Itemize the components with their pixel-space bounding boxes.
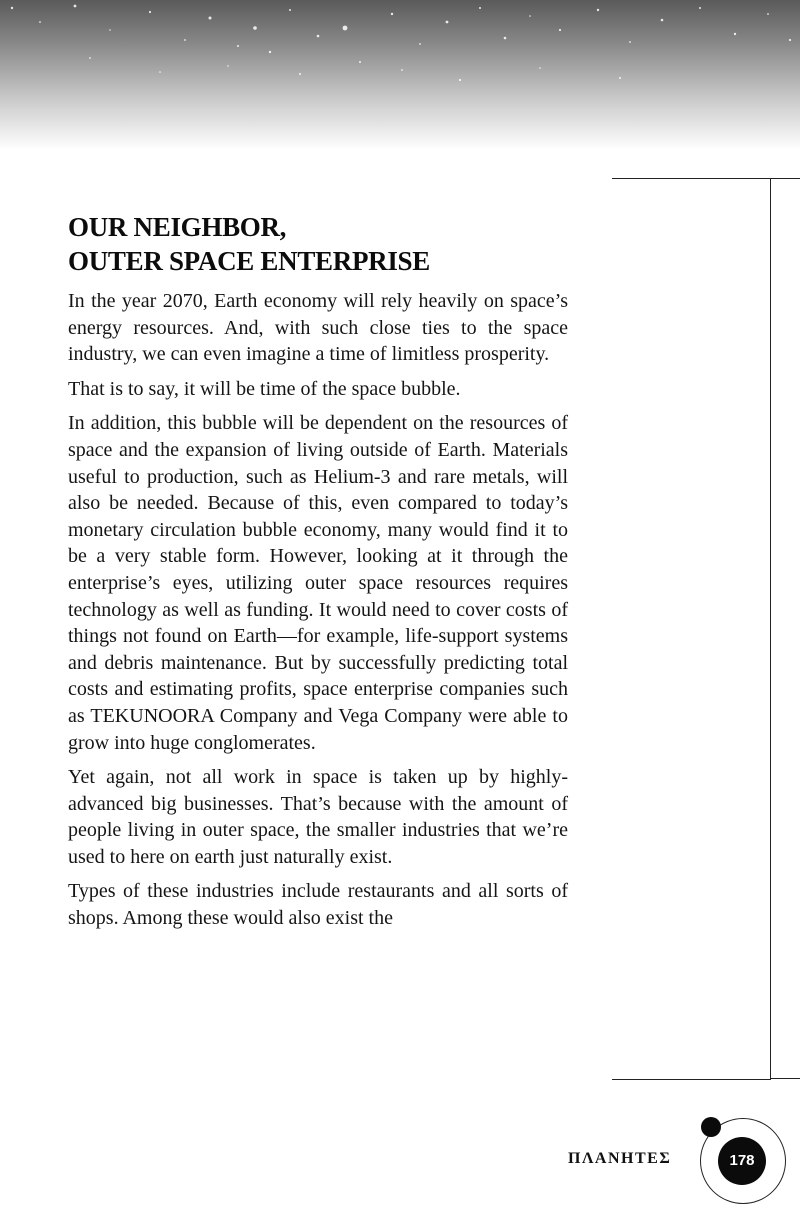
starfield-decoration	[0, 0, 800, 150]
frame-top-rule	[770, 178, 800, 179]
article-title-line-2: OUTER SPACE ENTERPRISE	[68, 246, 430, 276]
orbit-dot-icon	[701, 1117, 721, 1137]
paragraph-5: Types of these industries include restaurants and all sorts of shops. Among these would also exist the	[68, 880, 568, 930]
article-title-line-1: OUR NEIGHBOR,	[68, 212, 287, 242]
series-title: ΠΛΑΝΗΤΕΣ	[568, 1150, 672, 1167]
frame-bottom-rule	[770, 1078, 800, 1079]
starfield-header-band	[0, 0, 800, 150]
side-panel-frame	[612, 178, 771, 1080]
page-number-badge: 178	[718, 1137, 766, 1185]
paragraph-2: That is to say, it will be time of the space bubble.	[68, 377, 461, 400]
paragraph-3: In addition, this bubble will be dependent on the resources of space and the expansion of living outside of Earth. Materials useful to production, such as Helium-3 and rare metals, will also be needed. Because of this, even compared to today’s monetary circulation bubble economy, many would find it to be a very stable form. However, looking at it through the enterprise’s eyes, utilizing outer space resources requires technology as well as funding. It would need to cover costs of things not found on Earth—for example, life-support systems and debris maintenance. But by successfully predicting total costs and estimating profits, space enterprise companies such as TEKUNOORA Company and Vega Company were able to grow into huge conglomerates.	[68, 412, 568, 754]
article-column	[68, 210, 568, 940]
paragraph-1: In the year 2070, Earth economy will rely heavily on space’s energy resources. And, with such close ties to the space industry, we can even imagine a time of limitless prosperity.	[68, 290, 568, 366]
paragraph-4: Yet again, not all work in space is taken up by highly-advanced big businesses. That’s because with the amount of people living in outer space, the smaller industries that we’re used to here on earth just naturally exist.	[68, 766, 568, 868]
article-title	[68, 210, 568, 278]
